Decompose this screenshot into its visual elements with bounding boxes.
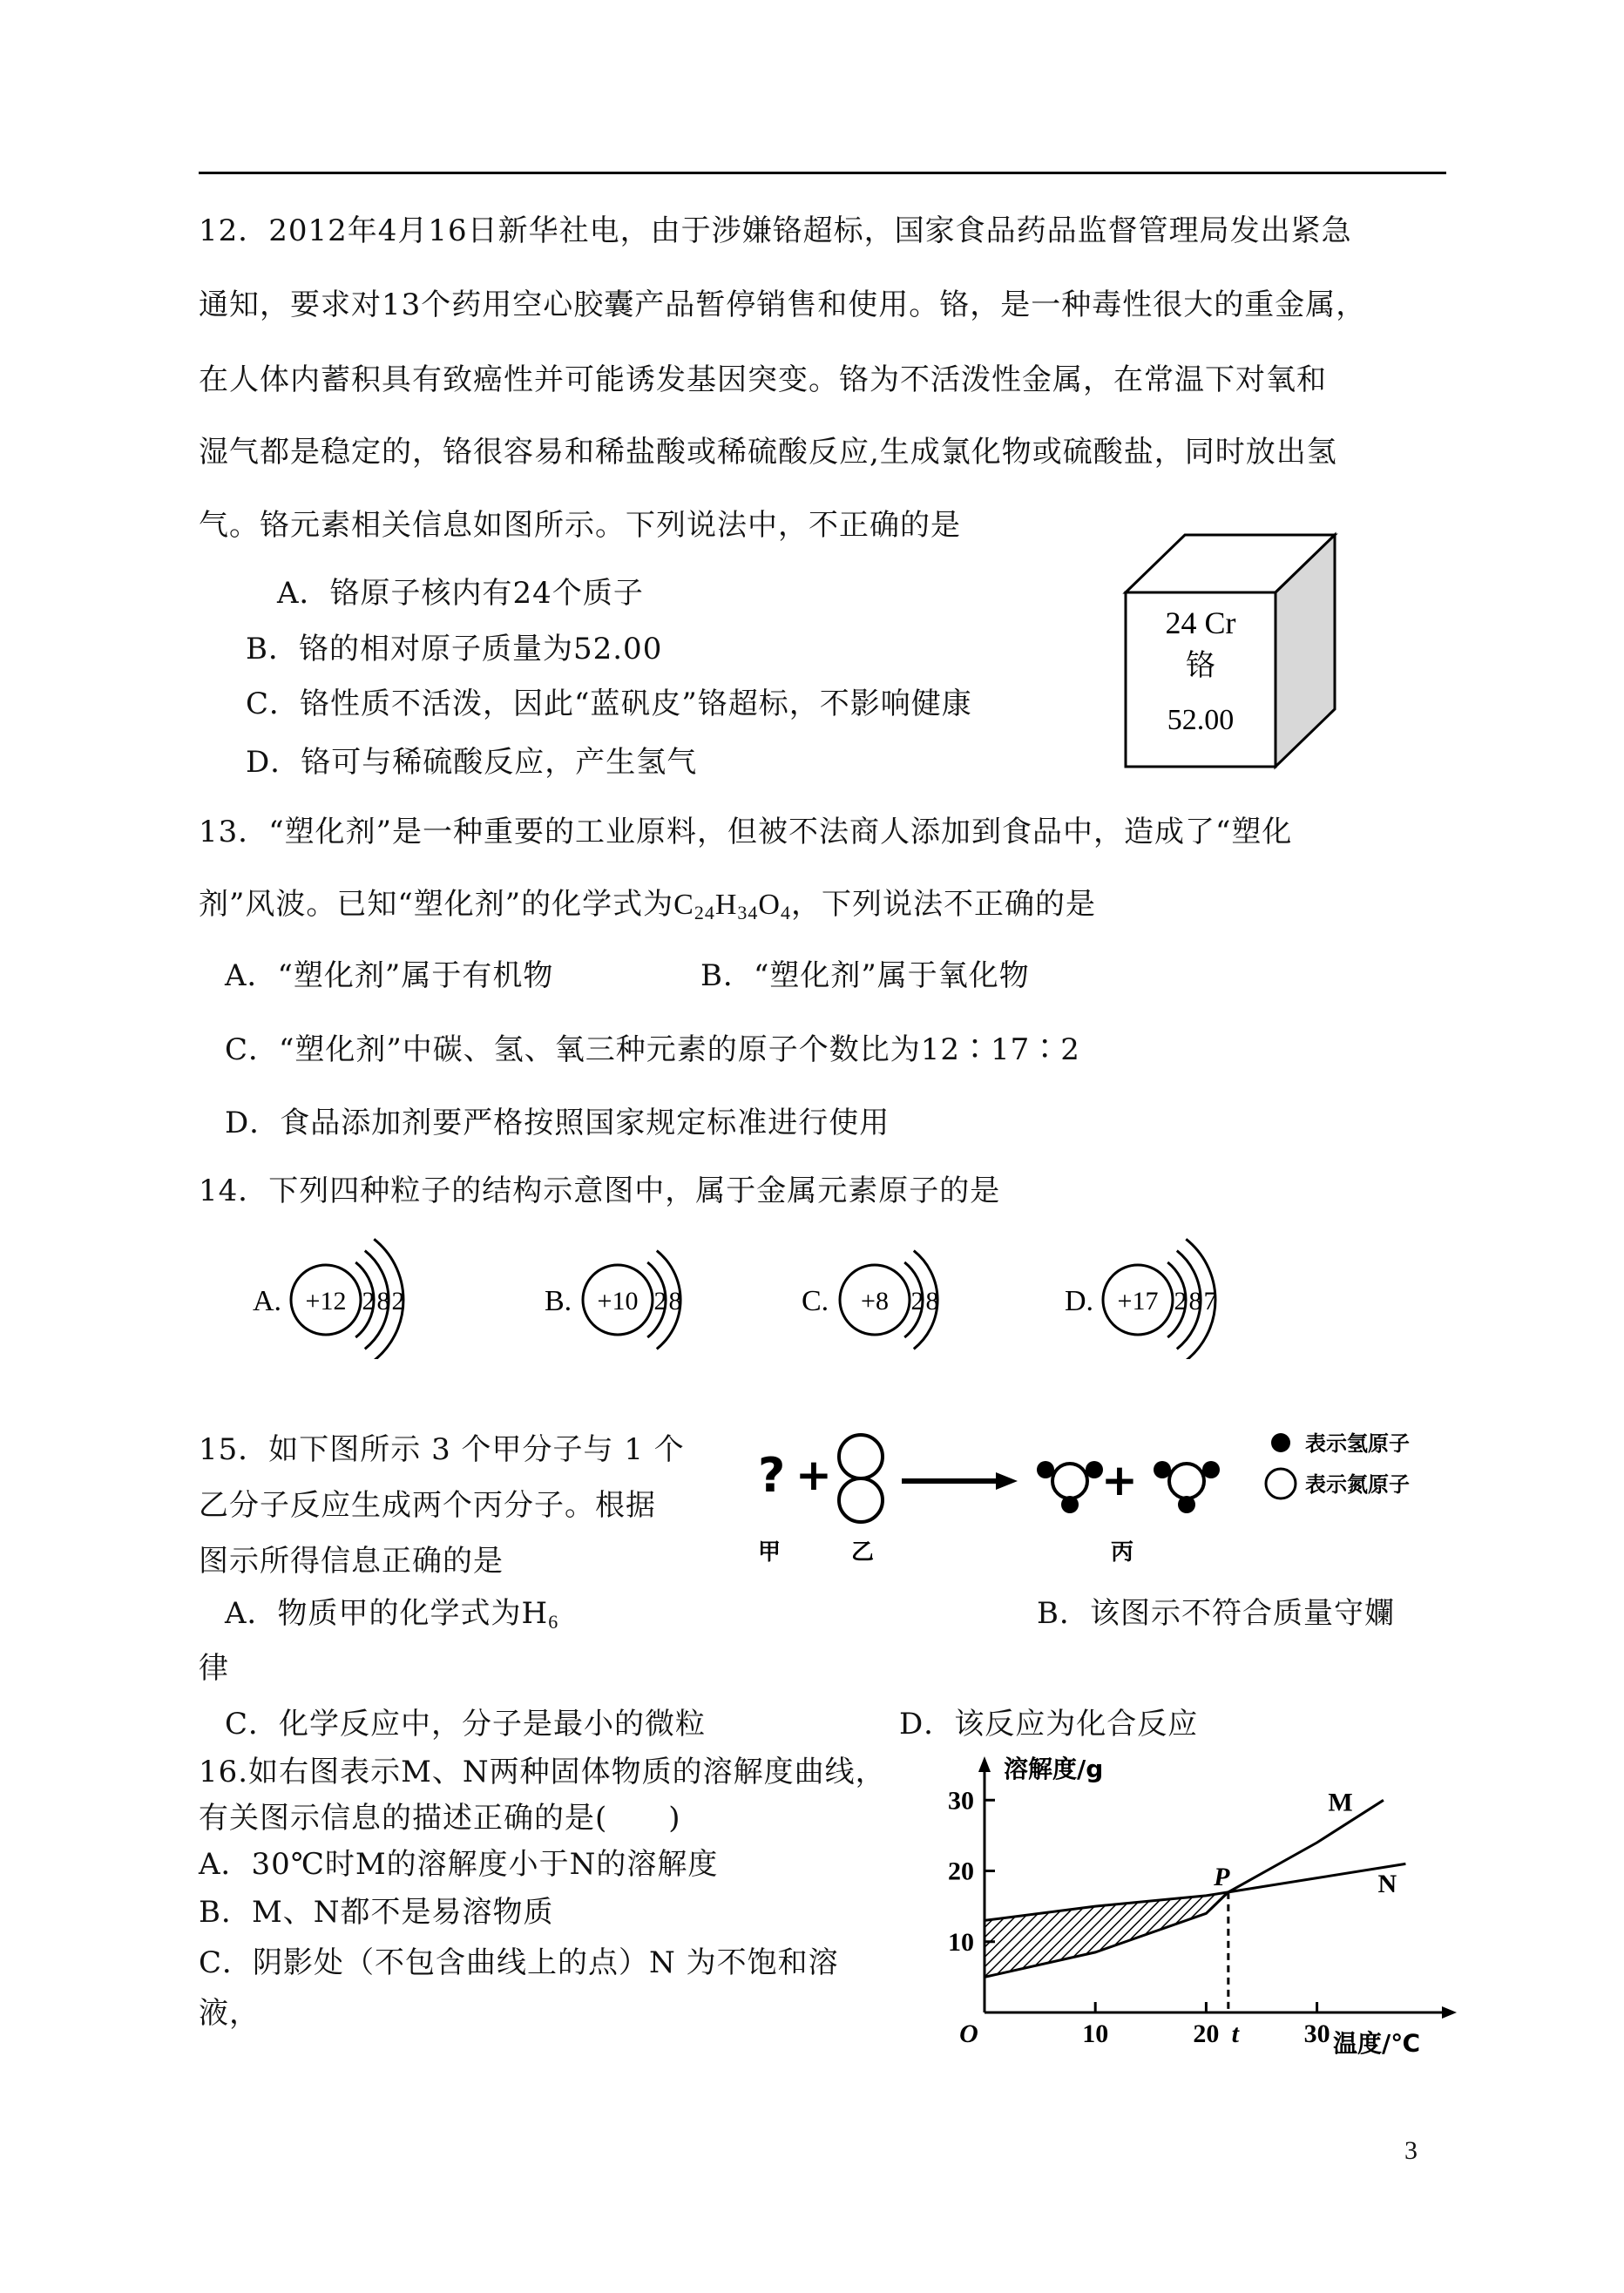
q16-option-c-cont: 液， (199, 1996, 260, 2031)
q13-option-c: C．“塑化剂”中碳、氢、氧三种元素的原子个数比为12∶17∶2 (225, 1032, 1080, 1067)
reaction-diagram (741, 1420, 1464, 1573)
q16-line-1: 16.如右图表示M、N两种固体物质的溶解度曲线， (199, 1755, 886, 1789)
particle-group (253, 1239, 1217, 1359)
electron-count: 2 (1174, 1287, 1188, 1316)
q16-option-b: B．M、N都不是易溶物质 (199, 1895, 554, 1930)
q15-option-d: D．该反应为化合反应 (899, 1707, 1199, 1742)
bing-hydrogen-2b (1202, 1461, 1220, 1478)
x-axis-arrow (1442, 2006, 1457, 2019)
nucleus-charge: +8 (861, 1287, 889, 1316)
bing-hydrogen-1b (1086, 1461, 1103, 1478)
series-label-M: M (1328, 1788, 1353, 1817)
y-axis-label: 溶解度/g (1004, 1755, 1104, 1783)
q12-line-3: 在人体内蓄积具有致癌性并可能诱发基因突变。铬为不活泼性金属，在常温下对氧和 (199, 362, 1327, 397)
plasticizer-formula: $C_{24}H_{34}O_4$ (673, 889, 791, 923)
q15-stem-line-3: 图示所得信息正确的是 (199, 1544, 504, 1579)
yi-nitrogen-atom-top (839, 1435, 883, 1478)
y-axis-arrow (978, 1756, 991, 1772)
q15-stem-line-1: 15．如下图所示 3 个甲分子与 1 个 (199, 1432, 685, 1467)
particle-label: B. (545, 1285, 572, 1317)
q12-option-d: D．铬可与稀硫酸反应，产生氢气 (246, 745, 698, 780)
element-mass: 52.00 (1167, 704, 1235, 736)
y-tick-label: 30 (948, 1786, 974, 1816)
page-number: 3 (1404, 2136, 1418, 2165)
point-label-P: P (1214, 1862, 1230, 1891)
legend-nitrogen-label: 表示氮原子 (1305, 1472, 1410, 1497)
q15-option-b-cont: 律 (199, 1651, 229, 1686)
bing-nitrogen-2 (1169, 1464, 1204, 1498)
particle-3 (802, 1251, 939, 1349)
particle-label: C. (802, 1285, 829, 1317)
q13-option-d: D．食品添加剂要严格按照国家规定标准进行使用 (225, 1106, 890, 1140)
reaction-plus-2: + (1101, 1455, 1138, 1505)
electron-count: 2 (653, 1287, 667, 1316)
particle-label: D. (1065, 1285, 1094, 1317)
x-tick-label: 30 (1303, 2019, 1330, 2048)
q12-option-a: A．铬原子核内有24个质子 (277, 576, 644, 611)
electron-count: 8 (925, 1287, 939, 1316)
legend-hydrogen-label: 表示氢原子 (1305, 1431, 1410, 1456)
bing-hydrogen-1a (1037, 1461, 1054, 1478)
particle-label: A. (253, 1285, 282, 1317)
nucleus-charge: +17 (1117, 1287, 1159, 1316)
q15-option-a: A．物质甲的化学式为$H_6$ (225, 1596, 559, 1633)
q13-option-b: B．“塑化剂”属于氧化物 (700, 958, 1030, 993)
bing-hydrogen-2a (1154, 1461, 1171, 1478)
question-mark: ? (758, 1448, 786, 1503)
bing-hydrogen-1c (1061, 1496, 1079, 1513)
q12-option-b: B．铬的相对原子质量为52.00 (246, 632, 663, 666)
q12-line-5: 气。铬元素相关信息如图所示。下列说法中，不正确的是 (199, 508, 961, 543)
solubility-chart (924, 1751, 1464, 2056)
electron-count: 2 (910, 1287, 924, 1316)
nucleus-charge: +10 (597, 1287, 639, 1316)
electron-count: 2 (391, 1287, 405, 1316)
particle-1 (253, 1239, 405, 1359)
label-bing: 丙 (1111, 1539, 1134, 1566)
arrow-head (996, 1472, 1018, 1490)
header-rule (199, 172, 1446, 174)
q13-line-1: 13．“塑化剂”是一种重要的工业原料，但被不法商人添加到食品中，造成了“塑化 (199, 815, 1293, 849)
electron-count: 7 (1203, 1287, 1217, 1316)
x-tick-label: t (1231, 2019, 1240, 2048)
y-tick-label: 20 (948, 1857, 974, 1886)
x-tick-label: 20 (1193, 2019, 1220, 2048)
electron-count: 2 (362, 1287, 376, 1316)
q13-line-2-suffix: ，下列说法不正确的是 (790, 887, 1096, 922)
electron-count: 8 (376, 1287, 390, 1316)
label-yi: 乙 (851, 1539, 875, 1566)
chromium-element-card (1115, 531, 1350, 775)
q13-line-2 (199, 889, 1096, 923)
x-tick-label: O (959, 2019, 978, 2048)
electron-count: 8 (1188, 1287, 1202, 1316)
label-jia: 甲 (758, 1539, 782, 1566)
q12-option-c: C．铬性质不活泼，因此“蓝矾皮”铬超标，不影响健康 (246, 687, 972, 721)
x-tick-label: 10 (1082, 2019, 1109, 2048)
nucleus-charge: +12 (305, 1287, 347, 1316)
q16-option-c: C．阴影处（不包含曲线上的点）N 为不饱和溶 (199, 1945, 839, 1980)
series-label-N: N (1377, 1869, 1397, 1898)
reaction-plus-1: + (795, 1450, 832, 1500)
q15-option-b: B．该图示不符合质量守孄 (1037, 1596, 1395, 1631)
electron-count: 8 (668, 1287, 682, 1316)
q15-stem-line-2: 乙分子反应生成两个丙分子。根据 (199, 1488, 656, 1523)
q13-line-2-prefix: 剂”风波。已知“塑化剂”的化学式为 (199, 887, 674, 922)
y-tick-label: 10 (948, 1927, 974, 1957)
bing-hydrogen-2c (1178, 1496, 1195, 1513)
bing-nitrogen-1 (1052, 1464, 1087, 1498)
q14-stem: 14．下列四种粒子的结构示意图中，属于金属元素原子的是 (199, 1174, 1001, 1208)
element-name: 铬 (1186, 648, 1215, 683)
yi-nitrogen-atom-bottom (839, 1478, 883, 1522)
q13-option-a: A．“塑化剂”属于有机物 (225, 958, 554, 993)
legend-hydrogen-icon (1271, 1433, 1290, 1452)
particle-2 (545, 1251, 682, 1349)
legend-nitrogen-icon (1266, 1469, 1296, 1498)
q16-line-2: 有关图示信息的描述正确的是( ) (199, 1801, 681, 1836)
x-axis-label: 温度/℃ (1333, 2029, 1421, 2056)
q15-option-c: C．化学反应中，分子是最小的微粒 (225, 1707, 707, 1742)
q12-line-1: 12．2012年4月16日新华社电，由于涉嫌铬超标，国家食品药品监督管理局发出紧急 (199, 213, 1352, 248)
q16-option-a: A．30℃时M的溶解度小于N的溶解度 (199, 1847, 719, 1882)
atomic-structure-diagrams (244, 1237, 1289, 1359)
element-number-symbol: 24 Cr (1165, 605, 1236, 640)
q12-line-4: 湿气都是稳定的，铬很容易和稀盐酸或稀硫酸反应,生成氯化物或硫酸盐，同时放出氢 (199, 435, 1337, 470)
particle-4 (1065, 1239, 1217, 1359)
q12-line-2: 通知，要求对13个药用空心胶囊产品暂停销售和使用。铬，是一种毒性很大的重金属， (199, 287, 1367, 322)
